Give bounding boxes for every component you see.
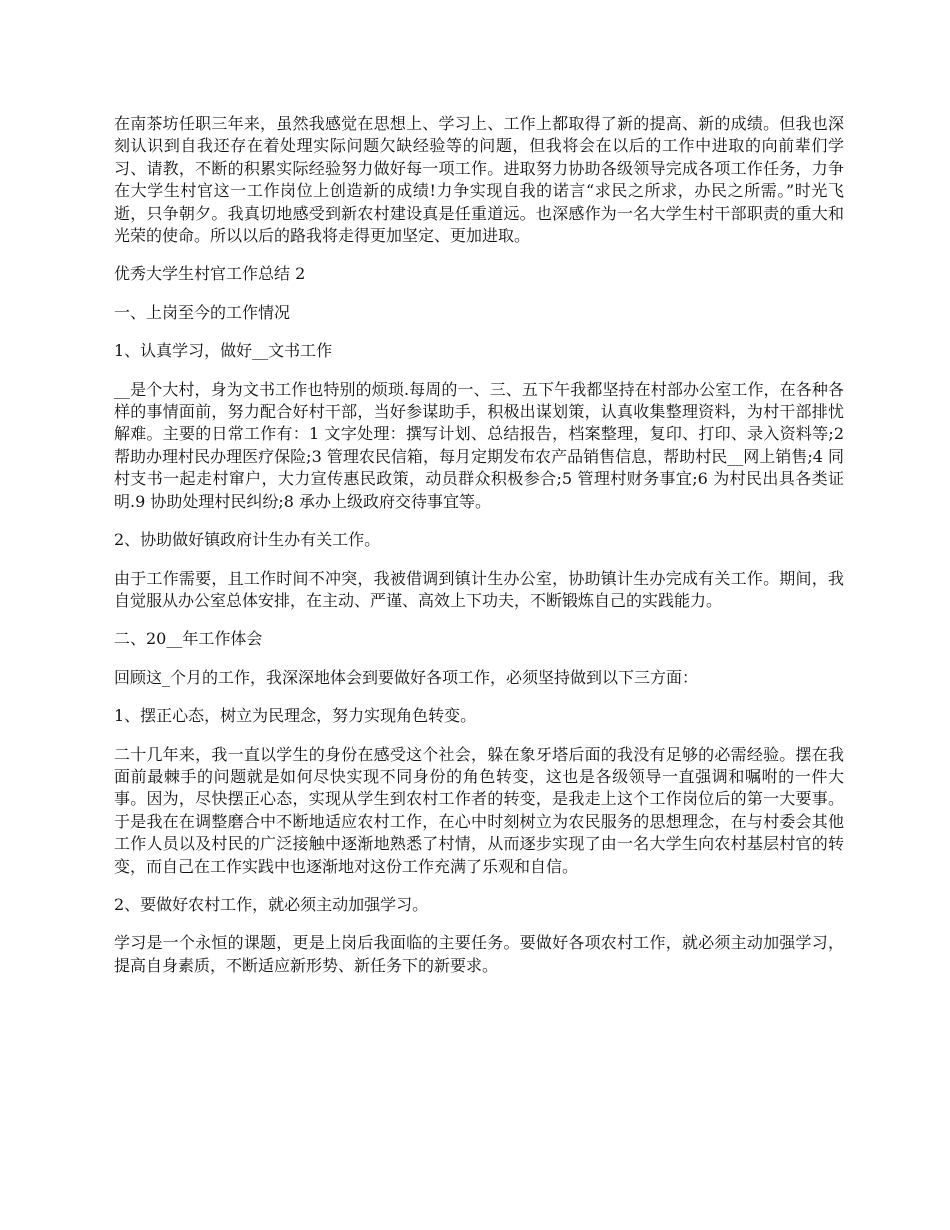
paragraph-learning: 学习是一个永恒的课题，更是上岗后我面临的主要任务。要做好各项农村工作，就必须主动加强学习，提高自身素质，不断适应新形势、新任务下的新要求。	[114, 933, 844, 975]
paragraph-review: 回顾这_个月的工作，我深深地体会到要做好各项工作，必须坚持做到以下三方面：	[114, 667, 699, 687]
subheading-attitude: 1、摆正心态，树立为民理念，努力实现角色转变。	[114, 706, 477, 726]
section-title: 优秀大学生村官工作总结 2	[114, 264, 306, 284]
paragraph-clerk-work: __是个大村，身为文书工作也特别的烦琐.每周的一、三、五下午我都坚持在村部办公室工作，在各种各样的事情面前，努力配合好村干部，当好参谋助手，积极出谋划策，认真收集整理资料，为村干部排忧解难。主要的日常工作有：1 文字处理：撰写计划、总结报告，档案整理，复印、打印、录入资料等;2 帮助办理村民办理医疗保险;3 管理农民信箱，每月定期发布农产品销售信息，帮助村民__网上销售;4 同村支书一起走村窜户，大力宣传惠民政策，动员群众积极参合;5 管理村财务事宜;6 为村民出具各类证明.9 协助处理村民纠纷;8 承办上级政府交待事宜等。	[114, 379, 844, 511]
paragraph-intro-summary: 在南茶坊任职三年来，虽然我感觉在思想上、学习上、工作上都取得了新的提高、新的成绩。但我也深刻认识到自我还存在着处理实际问题欠缺经验等的问题，但我将会在以后的工作中进取的向前辈们学习、请教，不断的积累实际经验努力做好每一项工作。进取努力协助各级领导完成各项工作任务，力争在大学生村官这一工作岗位上创造新的成绩!力争实现自我的诺言“求民之所求，办民之所需。”时光飞逝，只争朝夕。我真切地感受到新农村建设真是任重道远。也深感作为一名大学生村干部职责的重大和光荣的使命。所以以后的路我将走得更加坚定、更加进取。	[114, 114, 844, 246]
heading-part-two: 二、20__年工作体会	[114, 629, 263, 649]
document-body	[114, 113, 844, 993]
subheading-1: 1、认真学习，做好__文书工作	[114, 341, 333, 361]
subheading-study: 2、要做好农村工作，就必须主动加强学习。	[114, 894, 429, 914]
paragraph-family-planning: 由于工作需要，且工作时间不冲突，我被借调到镇计生办公室，协助镇计生办完成有关工作。期间，我自觉服从办公室总体安排，在主动、严谨、高效上下功夫，不断锻炼自己的实践能力。	[114, 568, 844, 610]
heading-part-one: 一、上岗至今的工作情况	[114, 302, 291, 322]
subheading-2: 2、协助做好镇政府计生办有关工作。	[114, 530, 381, 550]
paragraph-role-change: 二十几年来，我一直以学生的身份在感受这个社会，躲在象牙塔后面的我没有足够的必需经验。摆在我面前最棘手的问题就是如何尽快实现不同身份的角色转变，这也是各级领导一直强调和嘱咐的一件大事。因为，尽快摆正心态，实现从学生到农村工作者的转变，是我走上这个工作岗位后的第一大要事。于是我在在调整磨合中不断地适应农村工作，在心中时刻树立为农民服务的思想理念，在与村委会其他工作人员以及村民的广泛接触中逐渐地熟悉了村情，从而逐步实现了由一名大学生向农村基层村官的转变，而自己在工作实践中也逐渐地对这份工作充满了乐观和自信。	[114, 744, 844, 876]
